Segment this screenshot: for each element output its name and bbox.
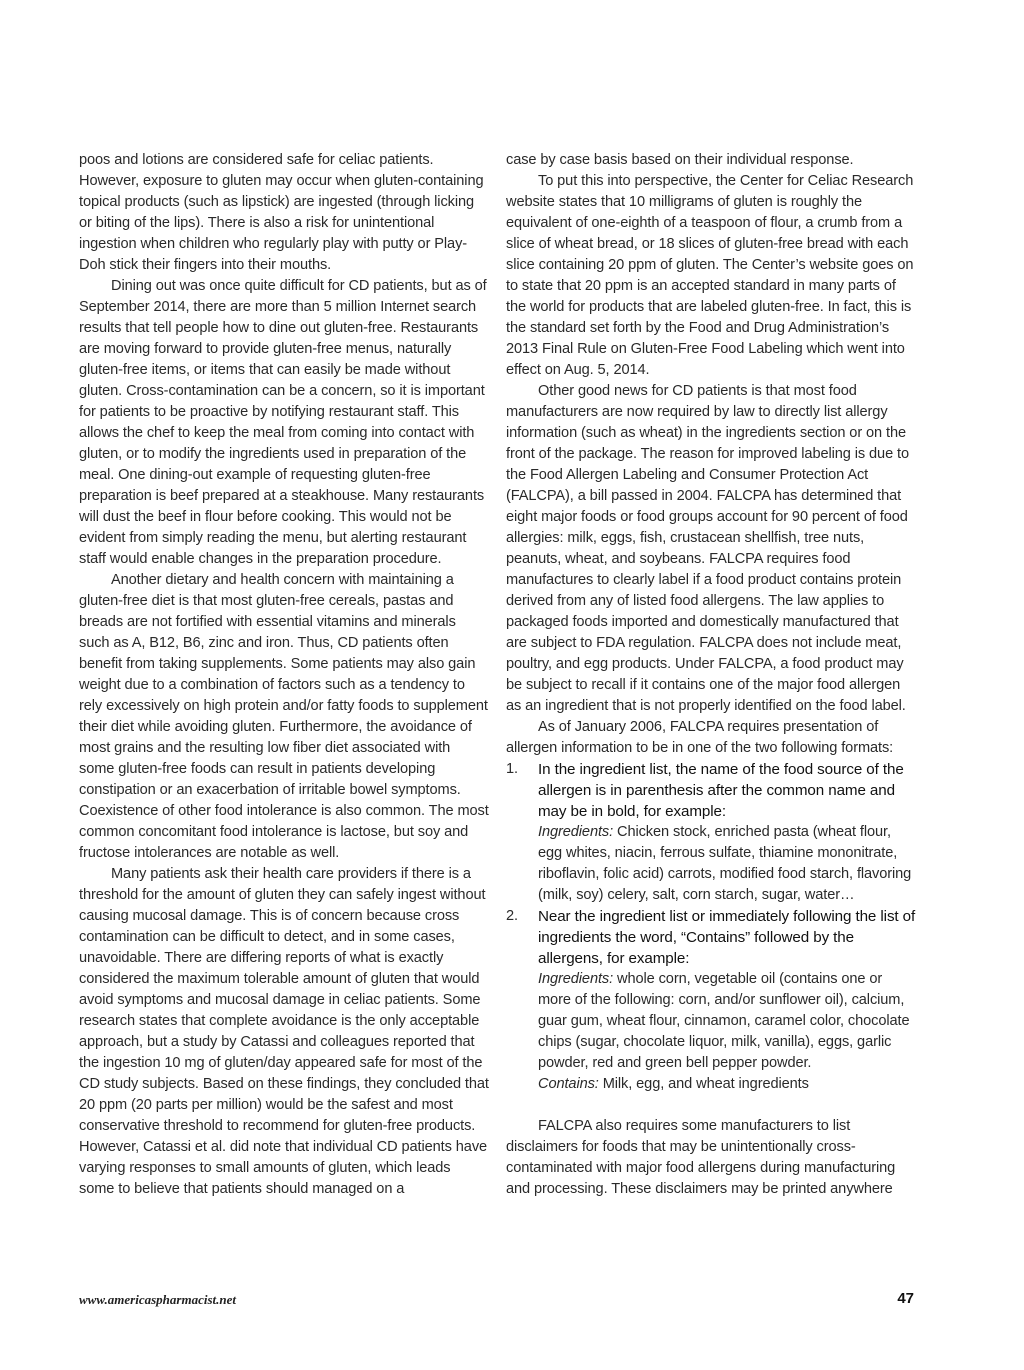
- right-closing-paragraph: FALCPA also requires some manufacturers to list disclaimers for foods that may be unintentionally cross-contaminated with major food allergens during manufacturing and processing. These disclaimers may be printed anywhere: [506, 1118, 896, 1197]
- list-item-example: [538, 969, 916, 1074]
- ingredients-text: whole corn, vegetable oil (contains one or more of the following: corn, and/or sunflower oil), calcium, guar gum, wheat flour, cinnamon, caramel color, chocolate chips (sugar, chocolate liquor, milk, vanilla), eggs, garlic powder, red and green bell pepper powder.: [538, 971, 910, 1071]
- left-column: [79, 150, 489, 1200]
- allergen-format-list: [506, 759, 916, 1095]
- left-paragraph-4: Many patients ask their health care providers if there is a threshold for the amount of gluten they can safely ingest without causing mucosal damage. This is of concern because cross contamination can be difficult to detect, and in some cases, unavoidable. There are differing reports of what is exactly considered the maximum tolerable amount of gluten that would avoid symptoms and mucosal damage in celiac patients. Some research states that complete avoidance is the only acceptable approach, but a study by Catassi and colleagues reported that the ingestion 10 mg of gluten/day appeared safe for most of the CD study subjects. Based on these findings, they concluded that 20 ppm (20 parts per million) would be the safest and most conservative threshold to recommend for gluten-free products. However, Catassi et al. did note that individual CD patients have varying responses to small amounts of gluten, which leads some to believe that patients should managed on a: [79, 866, 489, 1197]
- left-paragraph-1: poos and lotions are considered safe for celiac patients. However, exposure to gluten may occur when gluten-containing topical products (such as lipstick) are ingested (through licking or biting of the lips). There is also a risk for unintentional ingestion when children who regularly play with putty or Play-Doh stick their fingers into their mouths.: [79, 152, 484, 273]
- list-item-lead: Near the ingredient list or immediately following the list of ingredients the word, “Contains” followed by the allergens, for example:: [538, 908, 916, 967]
- left-paragraph-3: Another dietary and health concern with maintaining a gluten-free diet is that most gluten-free cereals, pastas and breads are not fortified with essential vitamins and minerals such as A, B12, B6, zinc and iron. Thus, CD patients often benefit from taking supplements. Some patients may also gain weight due to a combination of factors such as a tendency to rely excessively on high protein and/or fatty foods to supplement their diet while avoiding gluten. Furthermore, the avoidance of most grains and the resulting low fiber diet associated with some gluten-free foods can result in patients developing constipation or an exacerbation of irritable bowel symptoms. Coexistence of other food intolerance is also common. The most common concomitant food intolerance is lactose, but soy and fructose intolerances are notable as well.: [79, 572, 489, 861]
- left-paragraph-2: Dining out was once quite difficult for CD patients, but as of September 2014, there are more than 5 million Internet search results that tell people how to dine out gluten-free. Restaurants are moving forward to provide gluten-free menus, naturally gluten-free items, or items that can easily be made without gluten. Cross-contamination can be a concern, so it is important for patients to be proactive by notifying restaurant staff. This allows the chef to keep the meal from coming into contact with gluten, or to modify the ingredients used in preparation of the meal. One dining-out example of requesting gluten-free preparation is beef prepared at a steakhouse. Many restaurants will dust the beef in flour before cooking. This would not be evident from simply reading the menu, but alerting restaurant staff would enable changes in the preparation procedure.: [79, 278, 487, 567]
- contains-label: Contains:: [538, 1076, 599, 1092]
- list-item: [506, 906, 916, 1095]
- right-paragraph-4: As of January 2006, FALCPA requires presentation of allergen information to be in one of the two following formats:: [506, 719, 894, 756]
- list-item-number: 1.: [506, 761, 518, 777]
- right-paragraph-2: To put this into perspective, the Center for Celiac Research website states that 10 milligrams of gluten is roughly the equivalent of one-eighth of a teaspoon of flour, a crumb from a slice of wheat bread, or 18 slices of gluten-free bread with each slice containing 20 ppm of gluten. The Center’s website goes on to state that 20 ppm is an accepted standard in many parts of the world for products that are labeled gluten-free. In fact, this is the standard set forth by the Food and Drug Administration’s 2013 Final Rule on Gluten-Free Food Labeling which went into effect on Aug. 5, 2014.: [506, 173, 914, 378]
- ingredients-label: Ingredients:: [538, 971, 614, 987]
- contains-text: Milk, egg, and wheat ingredients: [598, 1076, 809, 1092]
- list-item-contains: [538, 1074, 916, 1095]
- right-column: [506, 150, 916, 1200]
- ingredients-label: Ingredients:: [538, 824, 614, 840]
- list-item-lead: In the ingredient list, the name of the food source of the allergen is in parenthesis after the common name and may be in bold, for example:: [538, 761, 904, 820]
- right-paragraph-1: case by case basis based on their individual response.: [506, 152, 854, 168]
- ingredients-text: Chicken stock, enriched pasta (wheat flour, egg whites, niacin, ferrous sulfate, thiamine mononitrate, riboflavin, folic acid) carrots, modified food starch, flavoring (milk, soy) celery, salt, corn starch, sugar, water…: [538, 824, 912, 903]
- right-paragraph-3: Other good news for CD patients is that most food manufacturers are now required by law to directly list allergy information (such as wheat) in the ingredients section or on the front of the package. The reason for improved labeling is due to the Food Allergen Labeling and Consumer Protection Act (FALCPA), a bill passed in 2004. FALCPA has determined that eight major foods or food groups account for 90 percent of food allergies: milk, eggs, fish, crustacean shellfish, tree nuts, peanuts, wheat, and soybeans. FALCPA requires food manufactures to clearly label if a food product contains protein derived from any of listed food allergens. The law applies to packaged foods imported and domestically manufactured that are subject to FDA regulation. FALCPA does not include meat, poultry, and egg products. Under FALCPA, a food product may be subject to recall if it contains one of the major food allergen as an ingredient that is not properly identified on the food label.: [506, 383, 910, 714]
- page-number: 47: [897, 1290, 914, 1307]
- list-item-number: 2.: [506, 908, 518, 924]
- list-item: [506, 759, 916, 906]
- list-item-example: [538, 822, 916, 906]
- footer-url: www.americaspharmacist.net: [79, 1292, 236, 1307]
